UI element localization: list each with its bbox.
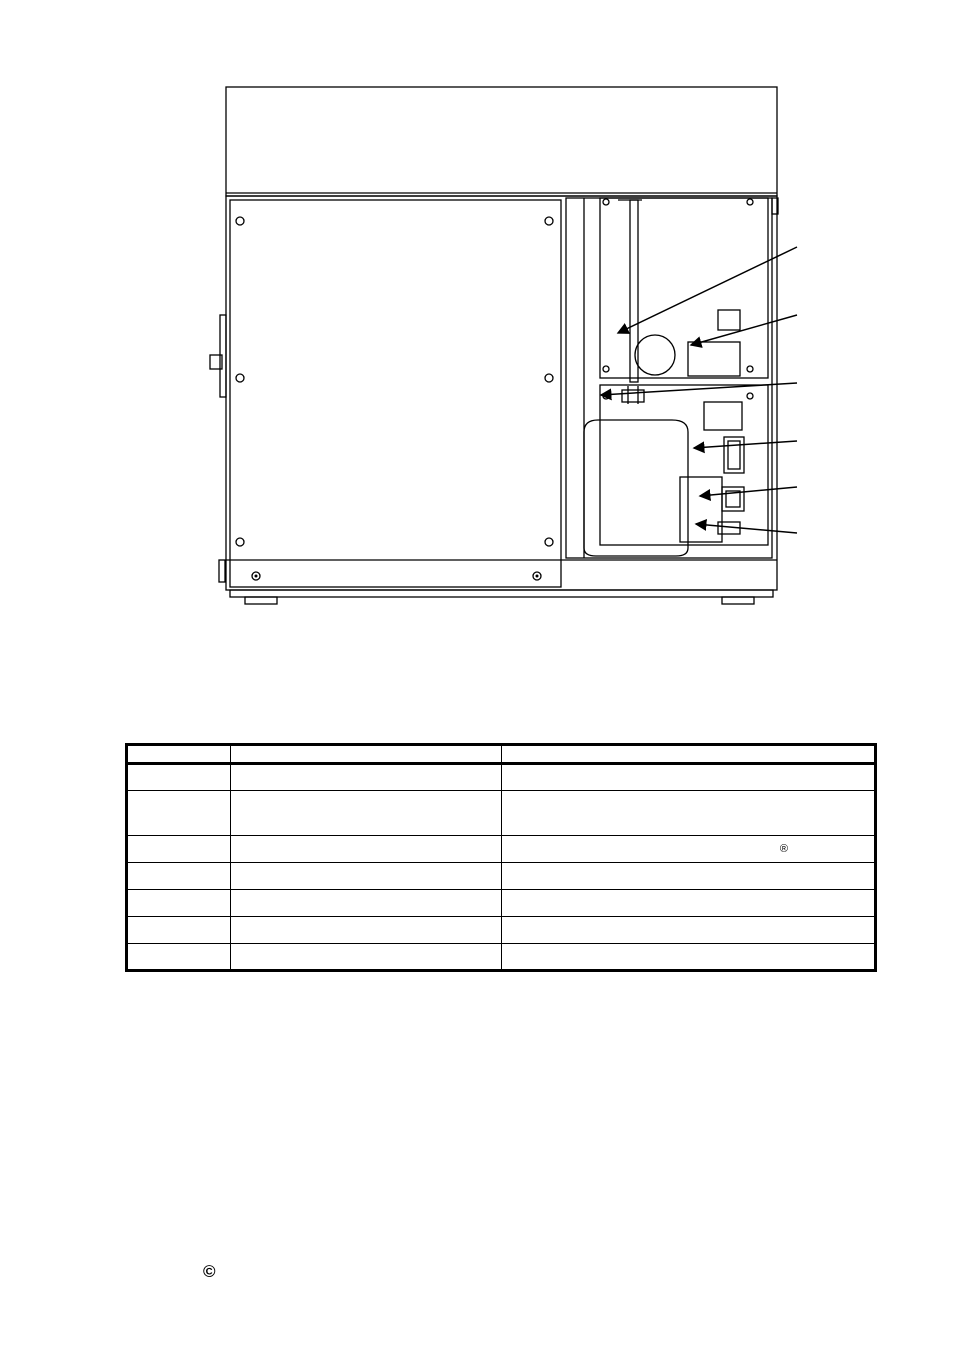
table-cell — [502, 944, 876, 971]
device-top-cover — [226, 87, 777, 196]
registered-mark: ® — [779, 843, 788, 855]
table-cell — [502, 863, 876, 890]
upper-module — [688, 342, 740, 376]
switch-icon — [724, 437, 744, 473]
callout-arrow-6 — [696, 524, 797, 533]
table-cell — [127, 917, 231, 944]
callout-arrow-4 — [694, 441, 797, 448]
table-cell — [231, 944, 502, 971]
table-cell — [502, 890, 876, 917]
left-foot — [245, 597, 277, 604]
upper-mounting-plate — [600, 198, 768, 378]
round-component — [635, 335, 675, 375]
table-cell — [231, 764, 502, 791]
callout-arrow-5 — [700, 487, 797, 496]
callout-arrow-2 — [691, 315, 797, 345]
table-row — [127, 791, 876, 836]
connector-block — [622, 390, 644, 402]
table-cell — [231, 890, 502, 917]
table-cell — [127, 764, 231, 791]
table-row — [127, 863, 876, 890]
table-cell — [502, 791, 876, 836]
table-row — [127, 836, 876, 863]
copyright-symbol: © — [203, 1262, 216, 1281]
header-cell — [231, 745, 502, 764]
table-header-row — [127, 745, 876, 764]
table-cell — [502, 836, 876, 863]
parts-table — [125, 743, 877, 972]
table-cell — [127, 890, 231, 917]
callout-arrow-1 — [618, 247, 797, 333]
table-row — [127, 917, 876, 944]
device-body — [226, 196, 777, 590]
screw-icons — [236, 199, 753, 580]
table-cell — [127, 863, 231, 890]
front-module — [680, 477, 722, 542]
table-row — [127, 944, 876, 971]
table-cell — [231, 863, 502, 890]
handle-icon — [220, 315, 226, 397]
vertical-rod — [630, 200, 638, 382]
device-side-view-diagram — [0, 0, 955, 640]
table-row — [127, 764, 876, 791]
table-row — [127, 890, 876, 917]
table-cell — [502, 764, 876, 791]
table-cell — [231, 917, 502, 944]
table-cell — [231, 836, 502, 863]
table-cell — [231, 791, 502, 836]
side-panel — [230, 200, 561, 587]
table-cell — [127, 836, 231, 863]
right-foot — [722, 597, 754, 604]
table-cell — [127, 791, 231, 836]
table-cell — [127, 944, 231, 971]
table-cell — [502, 917, 876, 944]
header-cell — [127, 745, 231, 764]
header-cell — [502, 745, 876, 764]
base-plinth — [230, 590, 773, 597]
